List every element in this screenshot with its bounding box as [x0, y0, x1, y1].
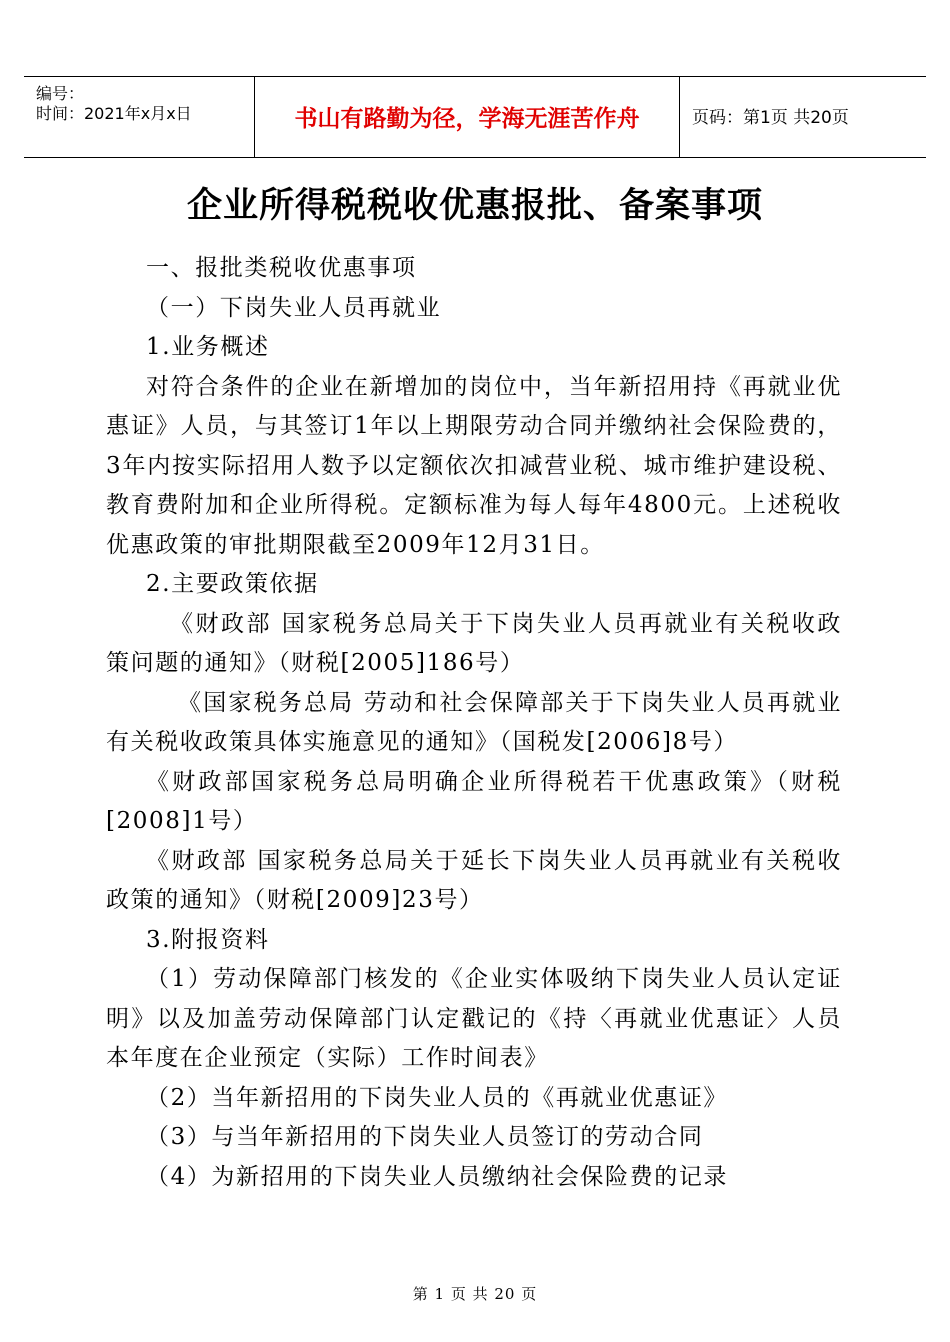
- item-heading: 1.业务概述: [146, 334, 270, 360]
- body-paragraph: 对符合条件的企业在新增加的岗位中，当年新招用持《再就业优惠证》人员，与其签订1年以上期限劳动合同并缴纳社会保险费的，3年内按实际招用人数予以定额依次扣减营业税、城市维护建设税、教育费附加和企业所得税。定额标准为每人每年4800元。上述税收优惠政策的审批期限截至2009年12月31日。: [106, 373, 842, 558]
- attachment-item: （2）当年新招用的下岗失业人员的《再就业优惠证》: [146, 1084, 729, 1111]
- header-motto: 书山有路勤为径，学海无涯苦作舟: [294, 106, 640, 132]
- document-time-label: 时间：2021年x月x日: [36, 104, 192, 123]
- item-heading: 3.附报资料: [146, 926, 270, 953]
- policy-reference: 《国家税务总局 劳动和社会保障部关于下岗失业人员再就业有关税收政策具体实施意见的通知》（国税发[2006]8号）: [106, 689, 842, 755]
- header-page-label: 页码：第1页 共20页: [692, 108, 849, 128]
- item-heading: 2.主要政策依据: [146, 571, 319, 597]
- attachment-item: （3）与当年新招用的下岗失业人员签订的劳动合同: [146, 1124, 704, 1150]
- header-meta: [24, 77, 254, 157]
- document-header: [24, 76, 926, 158]
- attachment-item: （1）劳动保障部门核发的《企业实体吸纳下岗失业人员认定证明》以及加盖劳动保障部门认定戳记的《持〈再就业优惠证〉人员本年度在企业预定（实际）工作时间表》: [106, 966, 842, 1071]
- document-number-label: 编号：: [36, 84, 85, 103]
- document-body: [106, 249, 842, 1197]
- header-motto-cell: [254, 77, 680, 157]
- policy-reference: 《财政部 国家税务总局关于延长下岗失业人员再就业有关税收政策的通知》（财税[2009]23号）: [106, 847, 842, 913]
- policy-reference: 《财政部国家税务总局明确企业所得税若干优惠政策》（财税[2008]1号）: [106, 768, 842, 834]
- document-title: 企业所得税税收优惠报批、备案事项: [186, 186, 763, 226]
- subsection-heading: （一）下岗失业人员再就业: [146, 294, 442, 321]
- policy-reference: 《财政部 国家税务总局关于下岗失业人员再就业有关税收政策问题的通知》（财税[2005]186号）: [106, 610, 842, 676]
- header-page-cell: [680, 77, 926, 157]
- page-footer: 第 1 页 共 20 页: [412, 1285, 538, 1303]
- section-heading: 一、报批类税收优惠事项: [146, 255, 417, 281]
- attachment-item: （4）为新招用的下岗失业人员缴纳社会保险费的记录: [146, 1163, 729, 1190]
